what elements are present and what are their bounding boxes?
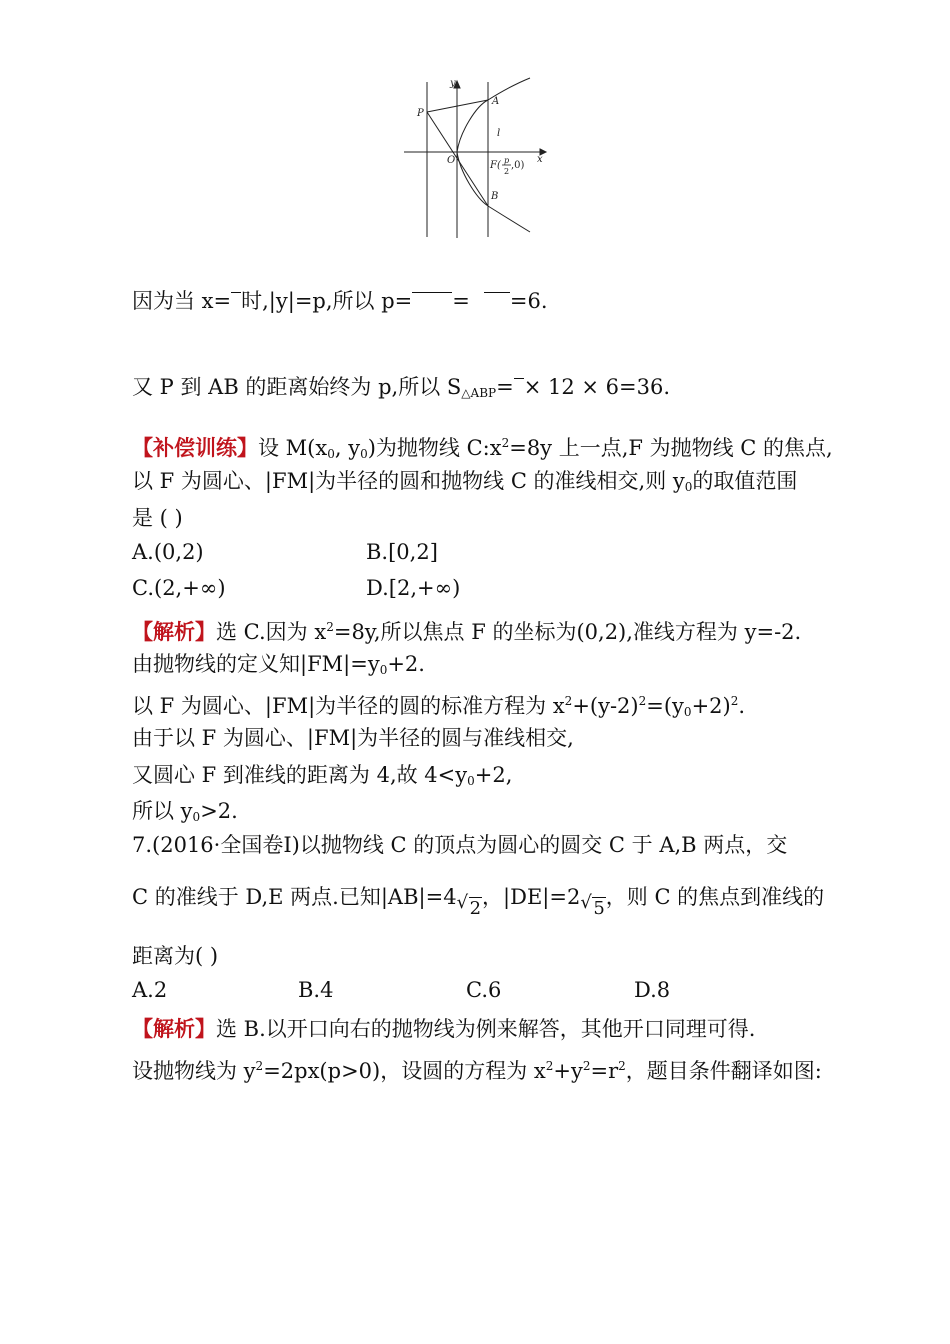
tag-practice: 【补偿训练】 (132, 435, 258, 460)
q7-option-a: A.2 (132, 978, 168, 1002)
label-A: A (492, 96, 500, 107)
q7-option-d: D.8 (634, 978, 671, 1002)
a6-line-2: 由抛物线的定义知$|FM|=y_0+2$. (132, 652, 425, 677)
q7-option-b: B.4 (298, 978, 334, 1002)
label-frac-2: 2 (504, 167, 510, 176)
a6-line-5: 又圆心 F 到准线的距离为 4,故 $4<y_0+2$, (132, 763, 513, 788)
a6-line-3: 以 F 为圆心、|FM|为半径的圆的标准方程为 $x^2+(y-2)^2=(y_0+2)^2$. (132, 694, 746, 719)
sqrt-2: √ 2 (456, 892, 482, 919)
q7-line-2: C 的准线于 D,E 两点.已知|AB|=4 √ 2，|DE|=2 √ 5，则 C 的焦点到准线的 (132, 882, 824, 924)
tag-analysis-7: 【解析】 (132, 1016, 216, 1041)
q6-option-c: C.(2,+∞) (132, 576, 226, 600)
parabola-upper (457, 78, 530, 152)
parabola-figure (400, 72, 550, 240)
label-B: B (491, 191, 499, 202)
parabola-diagram (400, 72, 550, 240)
label-open: ( (497, 160, 501, 171)
a6-line-1: 【解析】选 C.因为 $x^2=8y$,所以焦点 F 的坐标为(0,2),准线方程为 y=-2. (132, 619, 802, 644)
q6-line-1: 【补偿训练】设 $M(x_0$, $y_0$)为抛物线 $C:x^2=8y$ 上一点,F 为抛物线 C 的焦点, (132, 435, 833, 461)
a7-line-2: 设抛物线为 $y^2=2px(p>0)$，设圆的方程为 $x^2+y^2=r^2$，题目条件翻译如图: (132, 1059, 822, 1083)
text-line-1: 因为当 x= 时,|y|=p,所以 p= = =6. (132, 289, 548, 313)
q7-line-3: 距离为( ) (132, 944, 219, 968)
label-y: y (450, 78, 456, 89)
q7-option-c: C.6 (466, 978, 502, 1002)
label-F: F (490, 160, 497, 171)
text-line-2: 又 P 到 AB 的距离始终为 p,所以 $S_{\triangle ABP}= \times 12 \times 6=36$. (132, 375, 670, 400)
sqrt-5: √ 5 (580, 892, 605, 919)
q6-option-a: A.(0,2) (132, 540, 204, 564)
label-l: l (497, 128, 501, 139)
q6-option-b: B.[0,2] (366, 540, 438, 564)
label-O: O (447, 155, 456, 166)
label-zero: ,0) (511, 160, 525, 171)
a7-line-1: 【解析】选 B.以开口向右的抛物线为例来解答，其他开口同理可得. (132, 1016, 756, 1041)
label-P: P (417, 108, 424, 119)
q6-option-d: D.[2,+∞) (366, 576, 461, 600)
label-x: x (537, 154, 543, 165)
q7-line-1: 7.(2016·全国卷Ⅰ)以抛物线 C 的顶点为圆心的圆交 C 于 A,B 两点，交 (132, 833, 788, 857)
a6-line-4: 由于以 F 为圆心、|FM|为半径的圆与准线相交, (132, 726, 574, 750)
tag-analysis-6: 【解析】 (132, 619, 216, 644)
q6-line-3: 是 ( ) (132, 506, 183, 530)
label-frac-p: p (504, 156, 510, 165)
q6-line-2: 以 F 为圆心、|FM|为半径的圆和抛物线 C 的准线相交,则 $y_0$的取值范围 (132, 469, 798, 494)
a6-line-6: 所以 $y_0>2$. (132, 799, 238, 824)
